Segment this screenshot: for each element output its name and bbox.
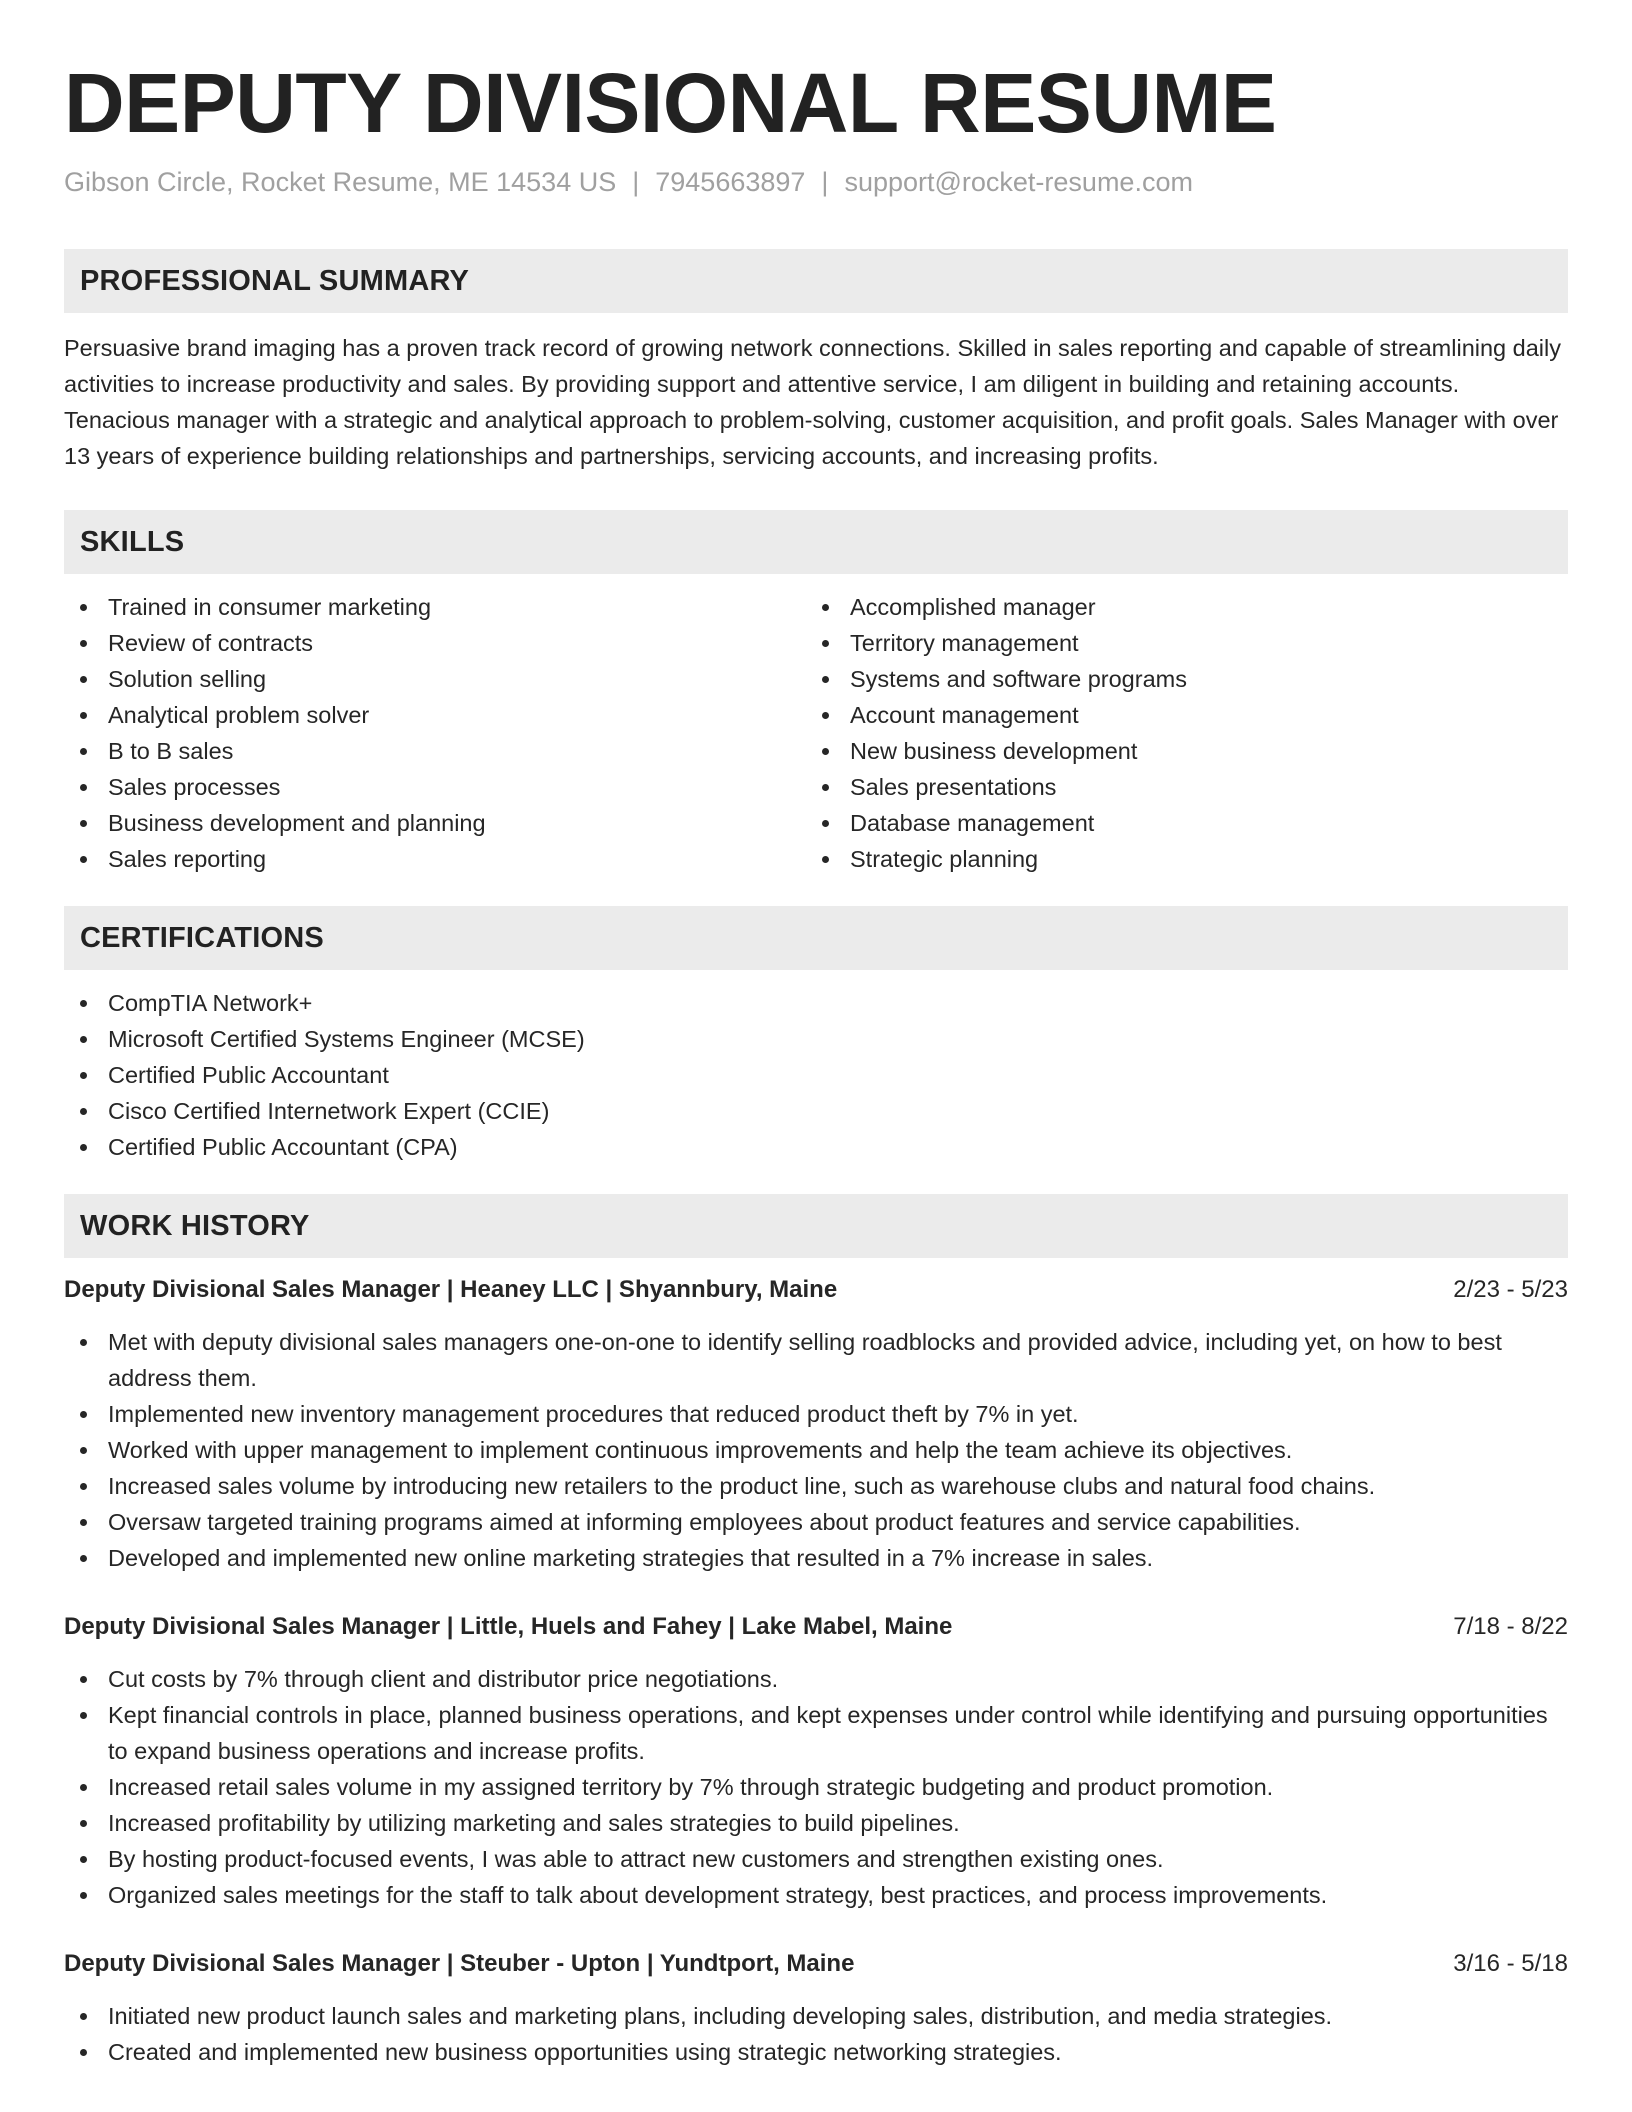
job-title: Deputy Divisional Sales Manager | Little, Huels and Fahey | Lake Mabel, Maine	[64, 1613, 953, 1640]
skill-item: Account management	[806, 697, 1548, 733]
job-bullet: Increased profitability by utilizing marketing and sales strategies to build pipelines.	[64, 1805, 1568, 1841]
job-bullet: Kept financial controls in place, planned business operations, and kept expenses under control while identifying and pursuing opportunities to expand business operations and increase profits.	[64, 1697, 1568, 1769]
skill-item: New business development	[806, 733, 1548, 769]
job-bullet: Worked with upper management to implement continuous improvements and help the team achieve its objectives.	[64, 1432, 1568, 1468]
skill-item: Accomplished manager	[806, 589, 1548, 625]
certification-item: Certified Public Accountant (CPA)	[64, 1129, 1568, 1165]
certifications-section-heading: CERTIFICATIONS	[64, 906, 1568, 970]
job-entry	[64, 1946, 1568, 2070]
skills-grid	[64, 589, 1568, 877]
skill-item: Solution selling	[64, 661, 806, 697]
job-bullet: Increased retail sales volume in my assigned territory by 7% through strategic budgeting and product promotion.	[64, 1769, 1568, 1805]
skill-item: Database management	[806, 805, 1548, 841]
job-bullet: Initiated new product launch sales and marketing plans, including developing sales, distribution, and media strategies.	[64, 1998, 1568, 2034]
job-title: Deputy Divisional Sales Manager | Heaney LLC | Shyannbury, Maine	[64, 1276, 838, 1303]
job-dates: 3/16 - 5/18	[1453, 1950, 1568, 1977]
job-header	[64, 1609, 1568, 1645]
skill-item: Sales processes	[64, 769, 806, 805]
contact-phone: 7945663897	[655, 167, 806, 197]
job-dates: 7/18 - 8/22	[1453, 1613, 1568, 1640]
contact-address: Gibson Circle, Rocket Resume, ME 14534 US	[64, 167, 617, 197]
skill-item: Review of contracts	[64, 625, 806, 661]
skill-item: Business development and planning	[64, 805, 806, 841]
contact-email: support@rocket-resume.com	[844, 167, 1193, 197]
skill-item: B to B sales	[64, 733, 806, 769]
certification-item: Certified Public Accountant	[64, 1057, 1568, 1093]
summary-text: Persuasive brand imaging has a proven track record of growing network connections. Skilled in sales reporting and capable of streamlining daily activities to increase productivity and sales. By providing support and attentive service, I am diligent in building and retaining accounts. Tenacious manager with a strategic and analytical approach to problem-solving, customer acquisition, and profit goals. Sales Manager with over 13 years of experience building relationships and partnerships, servicing accounts, and increasing profits.	[64, 335, 1561, 469]
job-bullets	[64, 1661, 1568, 1913]
job-bullet: Implemented new inventory management procedures that reduced product theft by 7% in yet.	[64, 1396, 1568, 1432]
skill-item: Analytical problem solver	[64, 697, 806, 733]
job-header	[64, 1946, 1568, 1982]
job-entry	[64, 1609, 1568, 1913]
skills-column-right	[806, 589, 1548, 877]
certification-item: Cisco Certified Internetwork Expert (CCIE)	[64, 1093, 1568, 1129]
summary-section-heading: PROFESSIONAL SUMMARY	[64, 249, 1568, 313]
skill-item: Trained in consumer marketing	[64, 589, 806, 625]
skills-column-left	[64, 589, 806, 877]
job-header	[64, 1272, 1568, 1308]
job-entry	[64, 1272, 1568, 1576]
job-bullet: Oversaw targeted training programs aimed at informing employees about product features and service capabilities.	[64, 1504, 1568, 1540]
contact-separator: |	[632, 167, 640, 197]
certification-item: Microsoft Certified Systems Engineer (MCSE)	[64, 1021, 1568, 1057]
skills-section-heading: SKILLS	[64, 510, 1568, 574]
contact-separator: |	[821, 167, 829, 197]
job-bullets	[64, 1324, 1568, 1576]
job-bullet: Cut costs by 7% through client and distributor price negotiations.	[64, 1661, 1568, 1697]
resume-title: DEPUTY DIVISIONAL RESUME	[64, 56, 1277, 150]
skill-item: Systems and software programs	[806, 661, 1548, 697]
resume-page	[64, 0, 1568, 2070]
job-title: Deputy Divisional Sales Manager | Steuber - Upton | Yundtport, Maine	[64, 1950, 855, 1977]
skill-item: Sales reporting	[64, 841, 806, 877]
job-bullet: Increased sales volume by introducing new retailers to the product line, such as warehouse clubs and natural food chains.	[64, 1468, 1568, 1504]
job-bullet: Developed and implemented new online marketing strategies that resulted in a 7% increase in sales.	[64, 1540, 1568, 1576]
certifications-list	[64, 985, 1568, 1165]
job-bullet: Created and implemented new business opportunities using strategic networking strategies.	[64, 2034, 1568, 2070]
contact-line	[64, 164, 1568, 200]
skill-item: Territory management	[806, 625, 1548, 661]
job-dates: 2/23 - 5/23	[1453, 1276, 1568, 1303]
job-bullet: By hosting product-focused events, I was able to attract new customers and strengthen existing ones.	[64, 1841, 1568, 1877]
job-bullet: Met with deputy divisional sales managers one-on-one to identify selling roadblocks and provided advice, including yet, on how to best address them.	[64, 1324, 1568, 1396]
work-history-section-heading: WORK HISTORY	[64, 1194, 1568, 1258]
job-bullet: Organized sales meetings for the staff to talk about development strategy, best practices, and process improvements.	[64, 1877, 1568, 1913]
skill-item: Sales presentations	[806, 769, 1548, 805]
skill-item: Strategic planning	[806, 841, 1548, 877]
job-bullets	[64, 1998, 1568, 2070]
certification-item: CompTIA Network+	[64, 985, 1568, 1021]
